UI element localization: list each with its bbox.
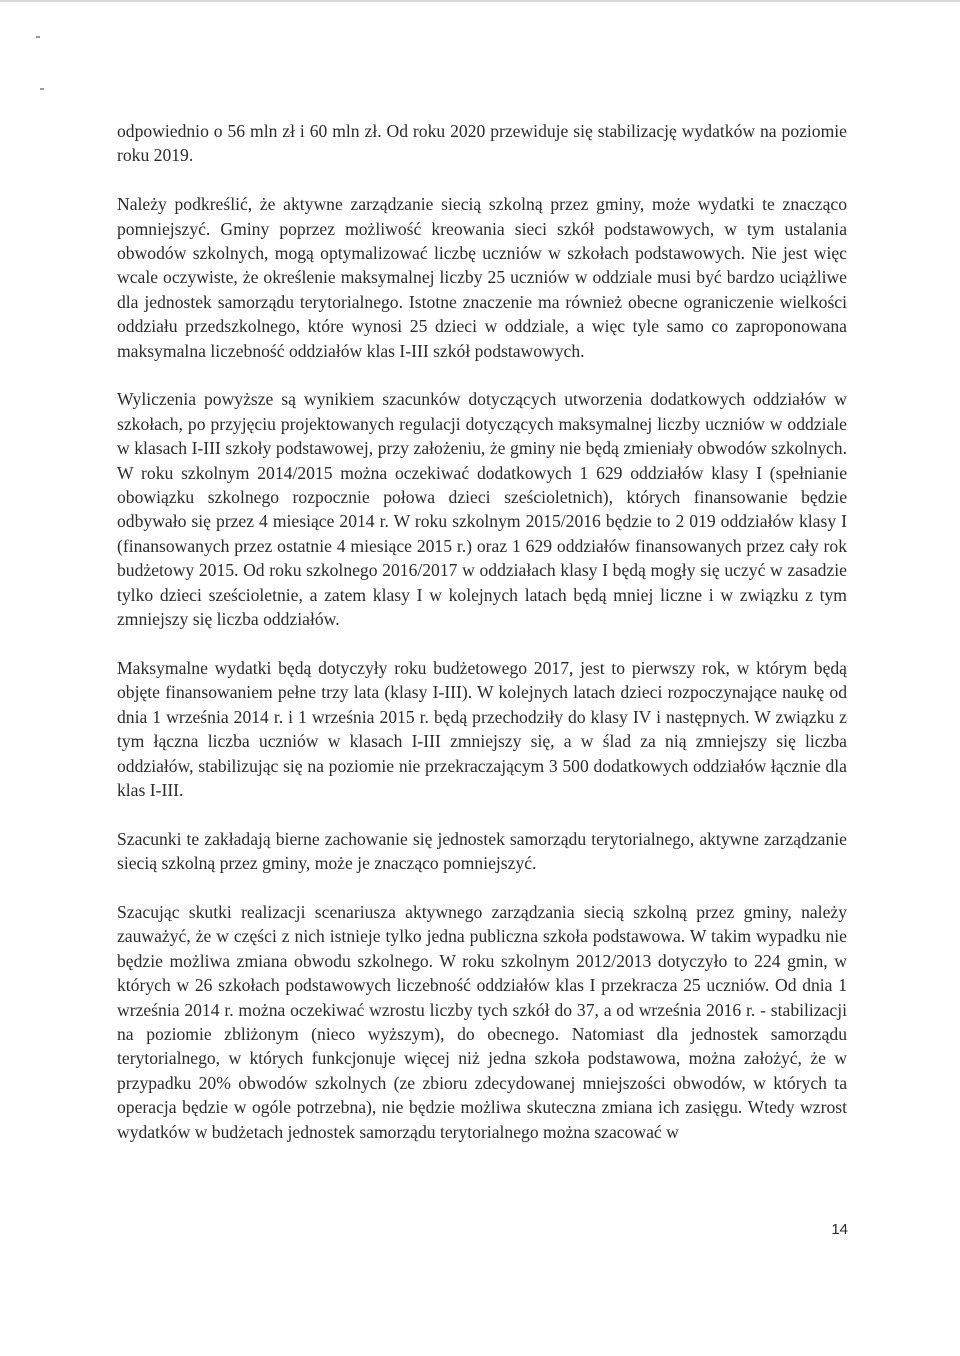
scan-speck [40, 88, 44, 90]
paragraph: odpowiednio o 56 mln zł i 60 mln zł. Od roku 2020 przewiduje się stabilizację wydatków na poziomie roku 2019. [117, 121, 847, 166]
paragraph: Należy podkreślić, że aktywne zarządzanie siecią szkolną przez gminy, może wydatki te znacząco pomniejszyć. Gminy poprzez możliwość kreowania sieci szkół podstawowych, w tym ustalania obwodów szkolnych, mogą optymalizować liczbę uczniów w szkołach podstawowych. Nie jest więc wcale oczywiste, że określenie maksymalnej liczby 25 uczniów w oddziale musi być bardzo uciążliwe dla jednostek samorządu terytorialnego. Istotne znaczenie ma również obecne ograniczenie wielkości oddziału przedszkolnego, które wynosi 25 dzieci w oddziale, a więc tyle samo co zaproponowana maksymalna liczebność oddziałów klas I-III szkół podstawowych. [117, 194, 847, 361]
page-number: 14 [831, 1221, 848, 1238]
paragraph: Szacując skutki realizacji scenariusza aktywnego zarządzania siecią szkolną przez gminy, należy zauważyć, że w części z nich istnieje tylko jedna publiczna szkoła podstawowa. W takim wypadku nie będzie możliwa zmiana obwodu szkolnego. W roku szkolnym 2012/2013 dotyczyło to 224 gmin, w których w 26 szkołach podstawowych liczebność oddziałów klas I przekracza 25 uczniów. Od dnia 1 września 2014 r. można oczekiwać wzrostu liczby tych szkół do 37, a od września 2016 r. - stabilizacji na poziomie zbliżonym (nieco wyższym), do obecnego. Natomiast dla jednostek samorządu terytorialnego, w których funkcjonuje więcej niż jedna szkoła podstawowa, można założyć, że w przypadku 20% obwodów szkolnych (ze zbioru zdecydowanej mniejszości obwodów, w których ta operacja będzie w ogóle potrzebna), nie będzie możliwa skuteczna zmiana ich zasięgu. Wtedy wzrost wydatków w budżetach jednostek samorządu terytorialnego można szacować w [117, 901, 847, 1142]
document-body [117, 119, 847, 1168]
scan-speck [36, 36, 40, 38]
paragraph: Maksymalne wydatki będą dotyczyły roku budżetowego 2017, jest to pierwszy rok, w którym będą objęte finansowaniem pełne trzy lata (klasy I-III). W kolejnych latach dzieci rozpoczynające naukę od dnia 1 września 2014 r. i 1 września 2015 r. będą przechodziły do klasy IV i następnych. W związku z tym łączna liczba uczniów w klasach I-III zmniejszy się, a w ślad za nią zmniejszy się liczba oddziałów, stabilizując się na poziomie nie przekraczającym 3 500 dodatkowych oddziałów łącznie dla klas I-III. [117, 657, 847, 800]
paragraph: Wyliczenia powyższe są wynikiem szacunków dotyczących utworzenia dodatkowych oddziałów w szkołach, po przyjęciu projektowanych regulacji dotyczących maksymalnej liczby uczniów w oddziale w klasach I-III szkoły podstawowej, przy założeniu, że gminy nie będą zmieniały obwodów szkolnych. W roku szkolnym 2014/2015 można oczekiwać dodatkowych 1 629 oddziałów klasy I (spełnianie obowiązku szkolnego rozpocznie połowa dzieci sześcioletnich), których finansowanie będzie odbywało się przez 4 miesiące 2014 r. W roku szkolnym 2015/2016 będzie to 2 019 oddziałów klasy I (finansowanych przez ostatnie 4 miesiące 2015 r.) oraz 1 629 oddziałów finansowanych przez cały rok budżetowy 2015. Od roku szkolnego 2016/2017 w oddziałach klasy I będą mogły się uczyć w zasadzie tylko dzieci sześcioletnie, a zatem klasy I w kolejnych latach będą mniej liczne i w związku z tym zmniejszy się liczba oddziałów. [117, 389, 847, 630]
paragraph: Szacunki te zakładają bierne zachowanie się jednostek samorządu terytorialnego, aktywne zarządzanie siecią szkolną przez gminy, może je znacząco pomniejszyć. [117, 828, 847, 874]
